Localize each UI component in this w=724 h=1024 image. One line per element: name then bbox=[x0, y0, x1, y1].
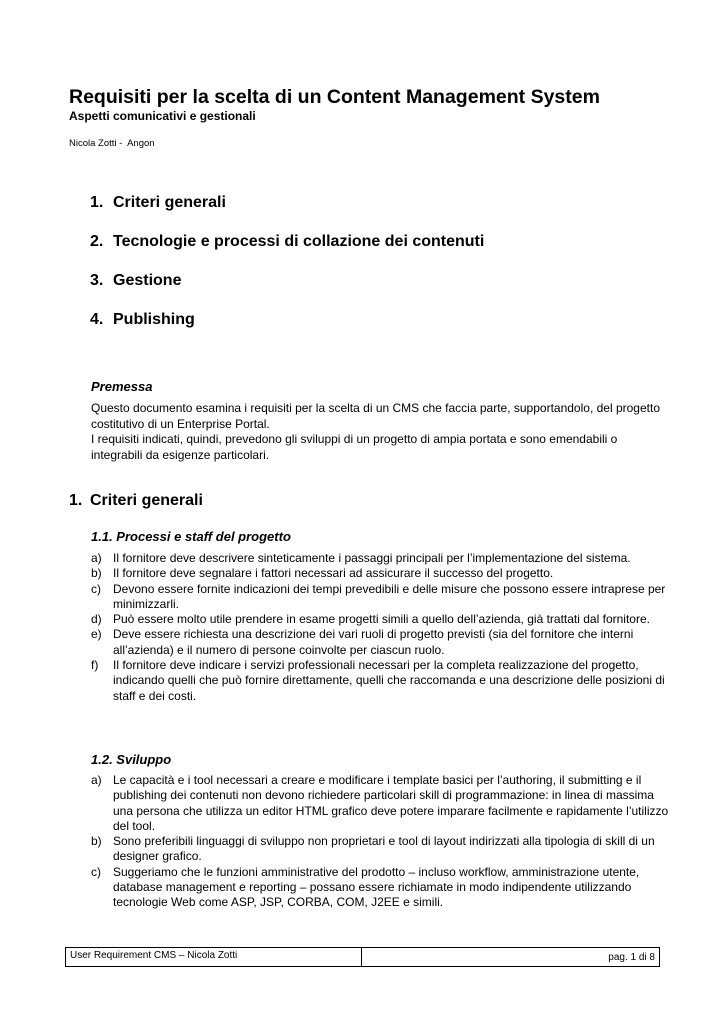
list-item-text: Il fornitore deve indicare i servizi professionali necessari per la completa realizzazione del progetto, indicando quelli che può fornire direttamente, quelli che raccomanda e una descrizione delle posizioni di staff e dei costi. bbox=[113, 658, 665, 703]
document-title: Requisiti per la scelta di un Content Management System bbox=[69, 86, 600, 108]
requirements-list bbox=[91, 551, 671, 704]
list-marker: b) bbox=[91, 566, 102, 581]
footer-document-label: User Requirement CMS – Nicola Zotti bbox=[66, 948, 362, 966]
toc-item-label: Gestione bbox=[113, 272, 182, 289]
toc-item bbox=[90, 233, 484, 272]
list-item-text: Suggeriamo che le funzioni amministrative del prodotto – incluso workflow, amministrazione utente, database management e reporting – possano essere richiamate in modo indipendente utilizzando tecnologie Web come ASP, JSP, CORBA, COM, J2EE e simili. bbox=[113, 864, 640, 910]
requirements-list bbox=[91, 773, 671, 911]
list-item-text: Può essere molto utile prendere in esame progetti simili a quello dell’azienda, già trattati dal fornitore. bbox=[113, 612, 650, 627]
list-marker: d) bbox=[91, 612, 102, 627]
toc-item-label: Criteri generali bbox=[113, 194, 226, 211]
document-author: Nicola Zotti - Angon bbox=[69, 138, 155, 149]
toc-item-number: 4. bbox=[90, 311, 104, 328]
toc-item-number: 3. bbox=[90, 272, 104, 289]
list-item bbox=[91, 566, 671, 581]
subsection-heading: 1.1. Processi e staff del progetto bbox=[91, 529, 291, 544]
list-item bbox=[91, 582, 671, 613]
toc-item bbox=[90, 311, 484, 350]
toc-item-number: 2. bbox=[90, 233, 104, 250]
list-item-text: Il fornitore deve segnalare i fattori necessari ad assicurare il successo del progetto. bbox=[113, 566, 554, 581]
list-item bbox=[91, 834, 671, 865]
toc-item-label: Tecnologie e processi di collazione dei contenuti bbox=[113, 233, 485, 250]
list-item-text: Il fornitore deve descrivere sinteticamente i passaggi principali per l’implementazione del sistema. bbox=[113, 551, 631, 565]
list-item bbox=[91, 865, 671, 911]
subsection-heading: 1.2. Sviluppo bbox=[91, 752, 172, 767]
list-item bbox=[91, 658, 671, 704]
table-of-contents bbox=[90, 194, 484, 350]
list-item-text: Deve essere richiesta una descrizione dei vari ruoli di progetto previsti (sia del fornitore che interni all’azienda) e il numero di persone coinvolte per ciascun ruolo. bbox=[113, 627, 634, 657]
list-marker: e) bbox=[91, 627, 102, 642]
list-item bbox=[91, 627, 671, 658]
list-item bbox=[91, 773, 671, 834]
premessa-paragraph: Questo documento esamina i requisiti per la scelta di un CMS che faccia parte, supportandolo, del progetto costitutivo di un Enterprise Portal. bbox=[91, 401, 660, 431]
list-marker: f) bbox=[91, 658, 99, 673]
list-marker: c) bbox=[91, 864, 101, 879]
page-footer bbox=[65, 947, 660, 967]
list-item bbox=[91, 551, 671, 566]
list-marker: c) bbox=[91, 581, 101, 596]
footer-page-number: pag. 1 di 8 bbox=[608, 952, 655, 963]
section-title: Criteri generali bbox=[90, 492, 203, 509]
premessa-paragraph: I requisiti indicati, quindi, prevedono gli sviluppi di un progetto di ampia portata e sono emendabili o integrabili da esigenze particolari. bbox=[91, 432, 618, 462]
list-item-text: Sono preferibili linguaggi di sviluppo non proprietari e tool di layout indirizzati alla tipologia di skill di un designer grafico. bbox=[113, 834, 655, 864]
list-marker: a) bbox=[91, 773, 102, 787]
list-item-text: Le capacità e i tool necessari a creare e modificare i template basici per l’authoring, il submitting e il publishing dei contenuti non devono richiedere particolari skill di programmazione: in linea di massima una persona che utilizza un editor HTML grafico deve potere imparare facilmente e rapidamente l’utilizzo del tool. bbox=[113, 773, 669, 833]
toc-item bbox=[90, 194, 484, 233]
premessa-heading: Premessa bbox=[91, 379, 153, 394]
document-subtitle: Aspetti comunicativi e gestionali bbox=[69, 109, 256, 123]
list-item-text: Devono essere fornite indicazioni dei tempi prevedibili e delle misure che possono essere intraprese per minimizzarli. bbox=[113, 581, 666, 611]
toc-item-label: Publishing bbox=[113, 311, 195, 328]
section-number: 1. bbox=[69, 492, 83, 509]
list-marker: b) bbox=[91, 834, 102, 849]
section-heading bbox=[69, 492, 203, 510]
list-item bbox=[91, 612, 671, 627]
toc-item bbox=[90, 272, 484, 311]
premessa-body bbox=[91, 401, 661, 463]
toc-item-number: 1. bbox=[90, 194, 104, 211]
list-marker: a) bbox=[91, 551, 102, 565]
